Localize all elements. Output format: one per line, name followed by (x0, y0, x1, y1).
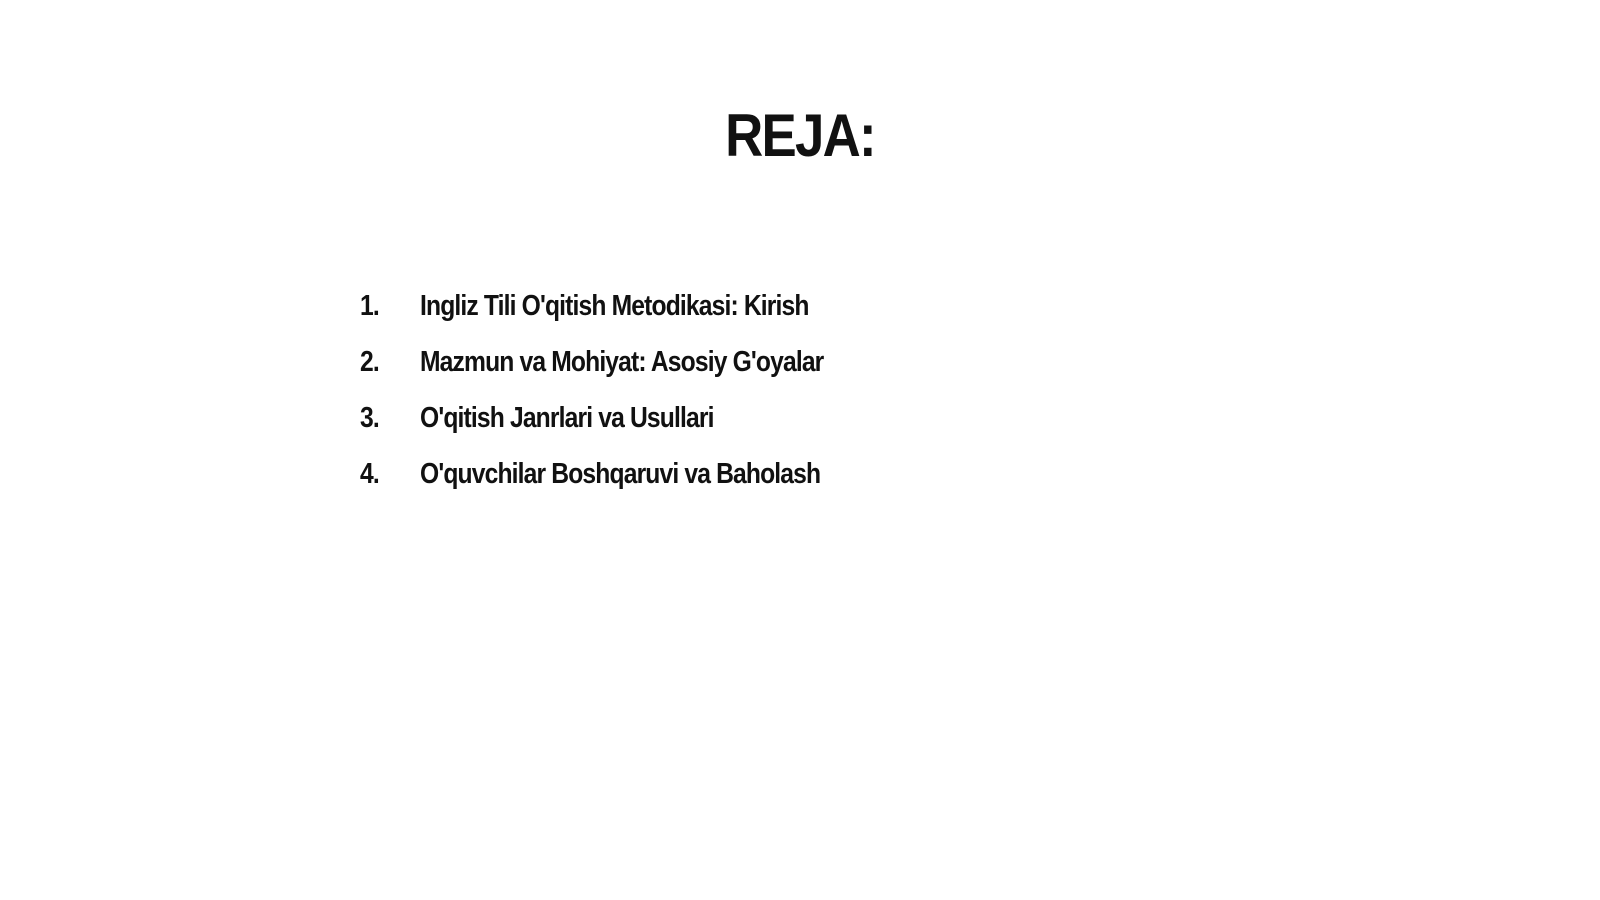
list-item-text: Ingliz Tili O'qitish Metodikasi: Kirish (420, 290, 809, 322)
list-item-text: O'qitish Janrlari va Usullari (420, 402, 714, 434)
list-item (360, 458, 895, 514)
list-item-number: 4. (360, 458, 379, 490)
list-item-number: 1. (360, 290, 379, 322)
list-item-number: 2. (360, 346, 379, 378)
plan-list (360, 290, 895, 514)
list-item (360, 402, 895, 458)
list-item (360, 346, 895, 402)
list-item-text: O'quvchilar Boshqaruvi va Baholash (420, 458, 821, 490)
list-item (360, 290, 895, 346)
list-item-number: 3. (360, 402, 379, 434)
slide-title: REJA: (725, 102, 875, 169)
list-item-text: Mazmun va Mohiyat: Asosiy G'oyalar (420, 346, 824, 378)
